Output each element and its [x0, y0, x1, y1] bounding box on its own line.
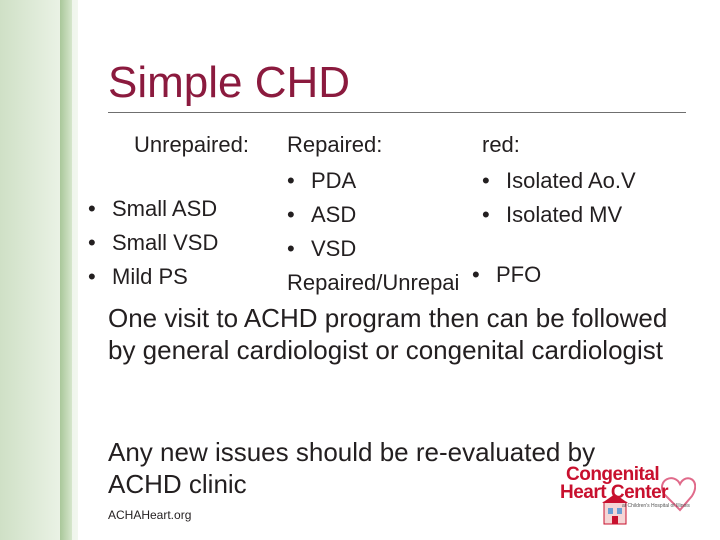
paragraph-follow-up: One visit to ACHD program then can be followed by general cardiologist or congenital cardiologist [108, 303, 668, 365]
paragraph-reevaluation: Any new issues should be re-evaluated by ACHD clinic [108, 437, 596, 499]
list-item [287, 168, 356, 194]
logo-text-line1: Congenital [566, 464, 660, 485]
title-divider [108, 112, 686, 113]
bullet-glyph: • [482, 168, 490, 193]
bullet-glyph: • [88, 196, 96, 221]
list-item [482, 168, 636, 194]
decorative-left-band [0, 0, 78, 540]
list-item [472, 262, 541, 288]
logo-subtext: at Children's Hospital of Illinois [622, 503, 690, 509]
repaired-unrepaired-heading-fragment: red: [482, 132, 520, 157]
list-item [88, 264, 188, 290]
decorative-stripe [60, 0, 72, 540]
list-item-label: PDA [311, 168, 357, 193]
bullet-glyph: • [287, 236, 295, 261]
bullet-glyph: • [88, 230, 96, 255]
list-item [482, 202, 622, 228]
list-item [287, 202, 356, 228]
unrepaired-heading: Unrepaired: [134, 132, 249, 157]
logo-text-line2: Heart Center [560, 482, 669, 503]
list-item-label: PFO [496, 262, 542, 287]
bullet-glyph: • [287, 202, 295, 227]
list-item-label: Isolated MV [506, 202, 623, 227]
list-item [287, 236, 356, 262]
slide-title: Simple CHD [108, 58, 351, 107]
bullet-glyph: • [88, 264, 96, 289]
bullet-glyph: • [287, 168, 295, 193]
congenital-heart-center-logo [556, 462, 696, 528]
list-item-label: Mild PS [112, 264, 188, 289]
list-item-label: ASD [311, 202, 357, 227]
footer-website-link[interactable]: ACHAHeart.org [108, 508, 192, 522]
list-item [88, 196, 217, 222]
list-item-label: Small VSD [112, 230, 219, 255]
bullet-glyph: • [472, 262, 480, 287]
repaired-unrepaired-heading: Repaired/Unrepai [287, 270, 460, 295]
list-item-label: Isolated Ao.V [506, 168, 636, 193]
list-item [88, 230, 218, 256]
list-item-label: Small ASD [112, 196, 218, 221]
bullet-glyph: • [482, 202, 490, 227]
repaired-heading: Repaired: [287, 132, 383, 157]
list-item-label: VSD [311, 236, 357, 261]
